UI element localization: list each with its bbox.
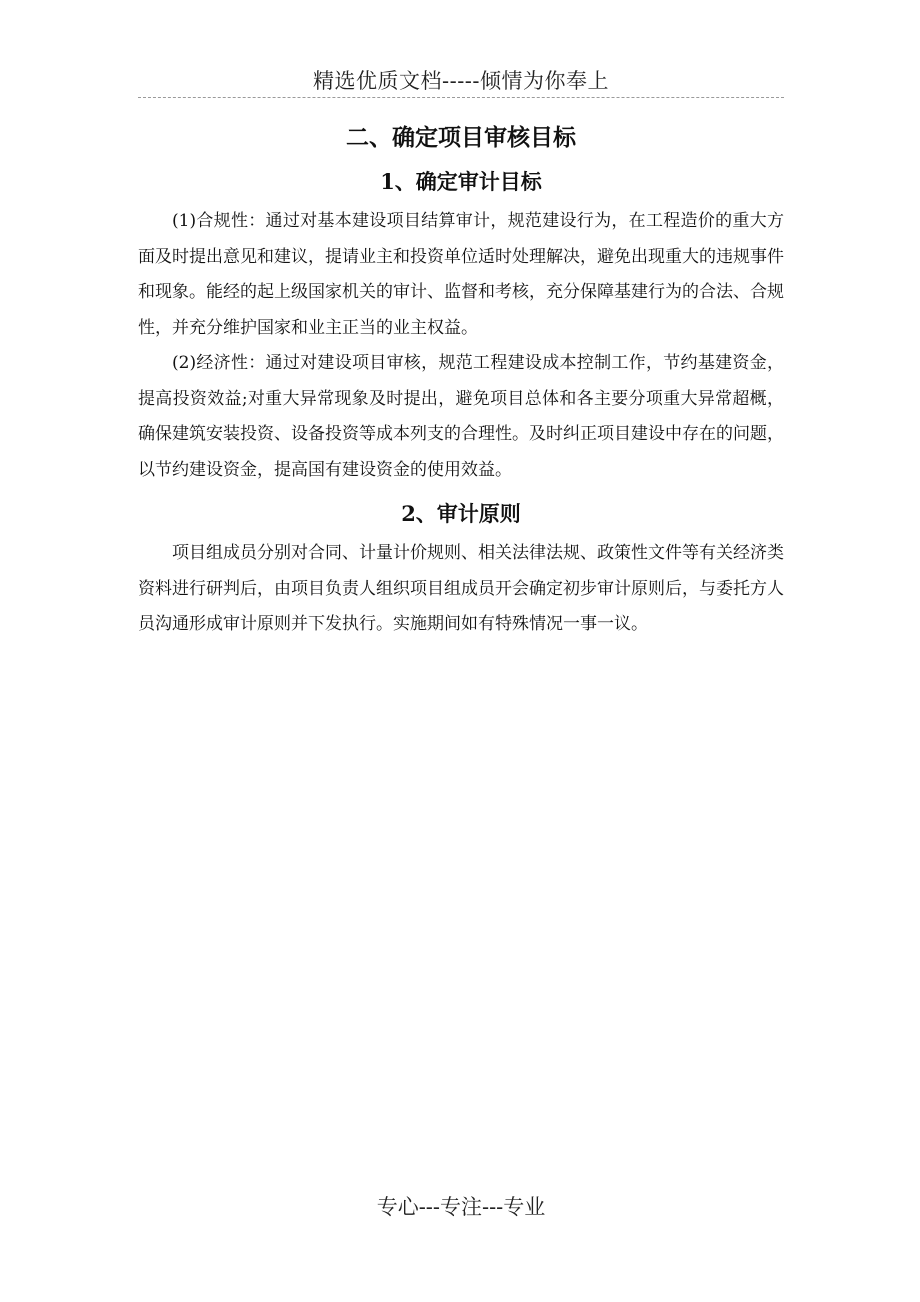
page-header: 精选优质文档-----倾情为你奉上 (313, 69, 609, 93)
subsection-title-audit-objectives: 1、确定审计目标 (380, 169, 542, 194)
page-footer: 专心---专注---专业 (376, 1195, 546, 1219)
document-body (138, 112, 784, 643)
header-divider (138, 97, 784, 98)
paragraph-economy: (2)经济性：通过对建设项目审核，规范工程建设成本控制工作，节约基建资金，提高投资效益;对重大异常现象及时提出，避免项目总体和各主要分项重大异常超概，确保建筑安装投资、设备投资等成本列支的合理性。及时纠正项目建设中存在的问题，以节约建设资金，提高国有建设资金的使用效益。 (138, 353, 784, 480)
section-title: 二、确定项目审核目标 (346, 124, 576, 151)
paragraph-principles: 项目组成员分别对合同、计量计价规则、相关法律法规、政策性文件等有关经济类资料进行研判后，由项目负责人组织项目组成员开会确定初步审计原则后，与委托方人员沟通形成审计原则并下发执行。实施期间如有特殊情况一事一议。 (138, 543, 784, 634)
paragraph-compliance: (1)合规性：通过对基本建设项目结算审计，规范建设行为，在工程造价的重大方面及时提出意见和建议，提请业主和投资单位适时处理解决，避免出现重大的违规事件和现象。能经的起上级国家机关的审计、监督和考核，充分保障基建行为的合法、合规性，并充分维护国家和业主正当的业主权益。 (138, 211, 784, 338)
subsection-title-audit-principles: 2、审计原则 (401, 501, 521, 526)
